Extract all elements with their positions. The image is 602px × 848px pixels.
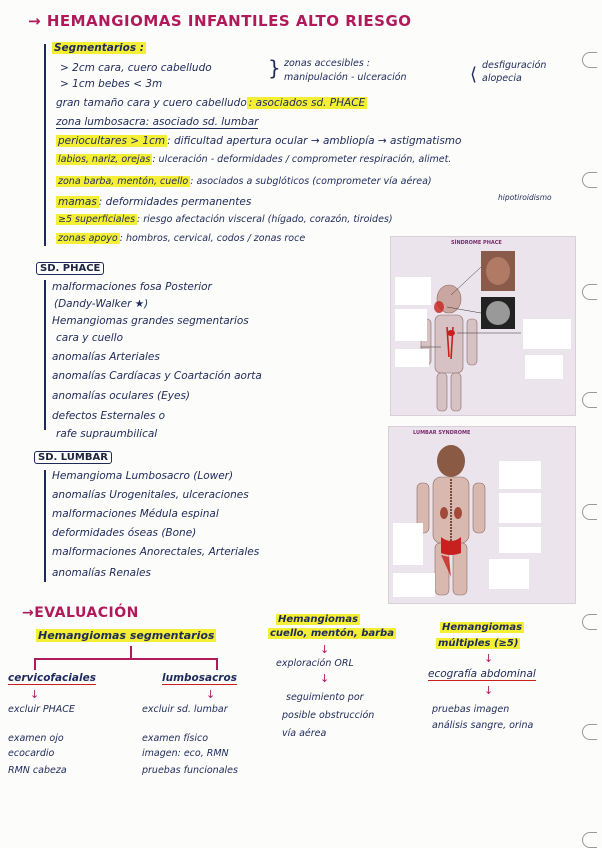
eval-right-item: examen físico (142, 733, 209, 744)
figure-caption-box (395, 309, 427, 341)
eval-col2-header-1: Hemangiomas (278, 614, 359, 625)
hipotiroidismo-note: hipotiroidismo (498, 193, 552, 202)
eval-col3-item: ecografía abdominal (428, 668, 536, 680)
eval-right-item: imagen: eco, RMN (142, 748, 229, 759)
eval-col2-header-2: cuello, mentón, barba (270, 628, 394, 639)
tree-connector (34, 658, 216, 660)
figure-caption-box (395, 349, 429, 367)
bracket-line (44, 44, 46, 246)
down-arrow: ↓ (206, 688, 216, 701)
binder-ring (582, 832, 597, 848)
phace-item: anomalías Arteriales (52, 351, 160, 363)
down-arrow: ↓ (30, 688, 40, 701)
figure-caption-box (523, 319, 571, 349)
figure-caption-box (499, 493, 541, 523)
risk-item-4: labios, nariz, orejas : ulceración - deformidades / comprometer respiración, alimet. (58, 154, 452, 165)
eval-sub-left: cervicofaciales (8, 672, 96, 684)
eval-col3-header-2: múltiples (≥5) (438, 638, 519, 649)
phace-figure-title: SÍNDROME PHACE (451, 240, 502, 246)
tree-connector (216, 658, 218, 670)
phace-item: rafe supraumbilical (56, 428, 158, 440)
phace-figure (390, 236, 576, 416)
result-1: desfiguración (482, 60, 547, 71)
binder-ring (582, 392, 597, 408)
lumbar-figure-title: LUMBAR SYNDROME (413, 430, 471, 436)
eval-right-item: pruebas funcionales (142, 765, 238, 776)
lumbar-figure (388, 426, 576, 604)
risk-item-2: zona lumbosacra: asociado sd. lumbar (56, 116, 259, 128)
tree-connector (34, 658, 36, 670)
figure-caption-box (525, 355, 563, 379)
brace: } (268, 56, 281, 80)
evaluacion-arrow: → (22, 605, 35, 621)
lumbar-item: malformaciones Médula espinal (52, 508, 219, 520)
binder-ring (582, 172, 597, 188)
lumbar-bracket (44, 470, 46, 582)
lumbar-item: anomalías Urogenitales, ulceraciones (52, 489, 249, 501)
risk-item-3: periocultares > 1cm : dificultad apertura ocular → ambliopía → astigmatismo (58, 135, 462, 147)
eval-col3-header-1: Hemangiomas (442, 622, 523, 633)
figure-caption-box (393, 573, 435, 597)
eval-sub-right: lumbosacros (162, 672, 237, 684)
binder-ring (582, 614, 597, 630)
eval-left-item: ecocardio (8, 748, 55, 759)
title-text: HEMANGIOMAS INFANTILES ALTO RIESGO (46, 12, 412, 30)
seg-line-2: > 1cm bebes < 3m (60, 78, 163, 90)
binder-ring (582, 504, 597, 520)
page-title (28, 12, 412, 30)
eval-col2-item: posible obstrucción (282, 710, 375, 721)
binder-ring (582, 284, 597, 300)
lumbar-label: SD. LUMBAR (34, 451, 112, 464)
eval-col3-item: pruebas imagen (432, 704, 510, 715)
phace-item: (Dandy-Walker ★) (54, 298, 149, 310)
phace-label: SD. PHACE (36, 262, 104, 275)
risk-item-7: ≥5 superficiales : riesgo afectación visceral (hígado, corazón, tiroides) (58, 214, 393, 225)
phace-item: Hemangiomas grandes segmentarios (52, 315, 249, 327)
lumbar-item: Hemangioma Lumbosacro (Lower) (52, 470, 234, 482)
figure-caption-box (489, 559, 529, 589)
binder-ring (582, 52, 597, 68)
figure-caption-box (395, 277, 431, 305)
risk-item-6: mamas : deformidades permanentes (58, 196, 252, 208)
lumbar-item: anomalías Renales (52, 567, 151, 579)
phace-item: cara y cuello (56, 332, 123, 344)
phace-item: anomalías oculares (Eyes) (52, 390, 191, 402)
eval-col3-item: análisis sangre, orina (432, 720, 534, 731)
eval-col2-item: seguimiento por (286, 692, 364, 703)
binder-ring (582, 724, 597, 740)
lumbar-item: malformaciones Anorectales, Arteriales (52, 546, 260, 558)
segmentarios-label: Segmentarios : (54, 42, 144, 54)
phace-item: malformaciones fosa Posterior (52, 281, 212, 293)
lumbar-item: deformidades óseas (Bone) (52, 527, 197, 539)
eval-col1-header: Hemangiomas segmentarios (38, 629, 215, 642)
tree-connector (130, 646, 132, 658)
figure-caption-box (499, 461, 541, 489)
eval-col2-item: vía aérea (282, 728, 327, 739)
figure-caption-box (393, 523, 423, 565)
phace-item: defectos Esternales o (52, 410, 166, 422)
evaluacion-title: →EVALUACIÓN (22, 605, 139, 621)
down-arrow: ↓ (484, 652, 494, 665)
eval-left-item: RMN cabeza (8, 765, 67, 776)
down-arrow: ↓ (484, 684, 494, 697)
eval-left-item: examen ojo (8, 733, 64, 744)
eval-col2-item: exploración ORL (276, 658, 354, 669)
figure-caption-box (499, 527, 541, 553)
result-2: alopecia (482, 73, 522, 84)
eval-left-item: excluir PHACE (8, 704, 75, 715)
eval-right-item: excluir sd. lumbar (142, 704, 228, 715)
zonas-line-1: zonas accesibles : (284, 58, 370, 69)
phace-item: anomalías Cardíacas y Coartación aorta (52, 370, 262, 382)
arrow-brace: ⟨ (470, 64, 478, 85)
seg-line-1: > 2cm cara, cuero cabelludo (60, 62, 212, 74)
title-arrow: → (28, 12, 42, 30)
down-arrow: ↓ (320, 643, 330, 656)
risk-item-5: zona barba, mentón, cuello : asociados a subglóticos (comprometer vía aérea) (58, 176, 432, 187)
down-arrow: ↓ (320, 672, 330, 685)
risk-item-8: zonas apoyo : hombros, cervical, codos / zonas roce (58, 233, 306, 244)
risk-item-1: gran tamaño cara y cuero cabelludo : asociados sd. PHACE (56, 97, 366, 109)
phace-bracket (44, 280, 46, 430)
zonas-line-2: manipulación - ulceración (284, 72, 407, 83)
